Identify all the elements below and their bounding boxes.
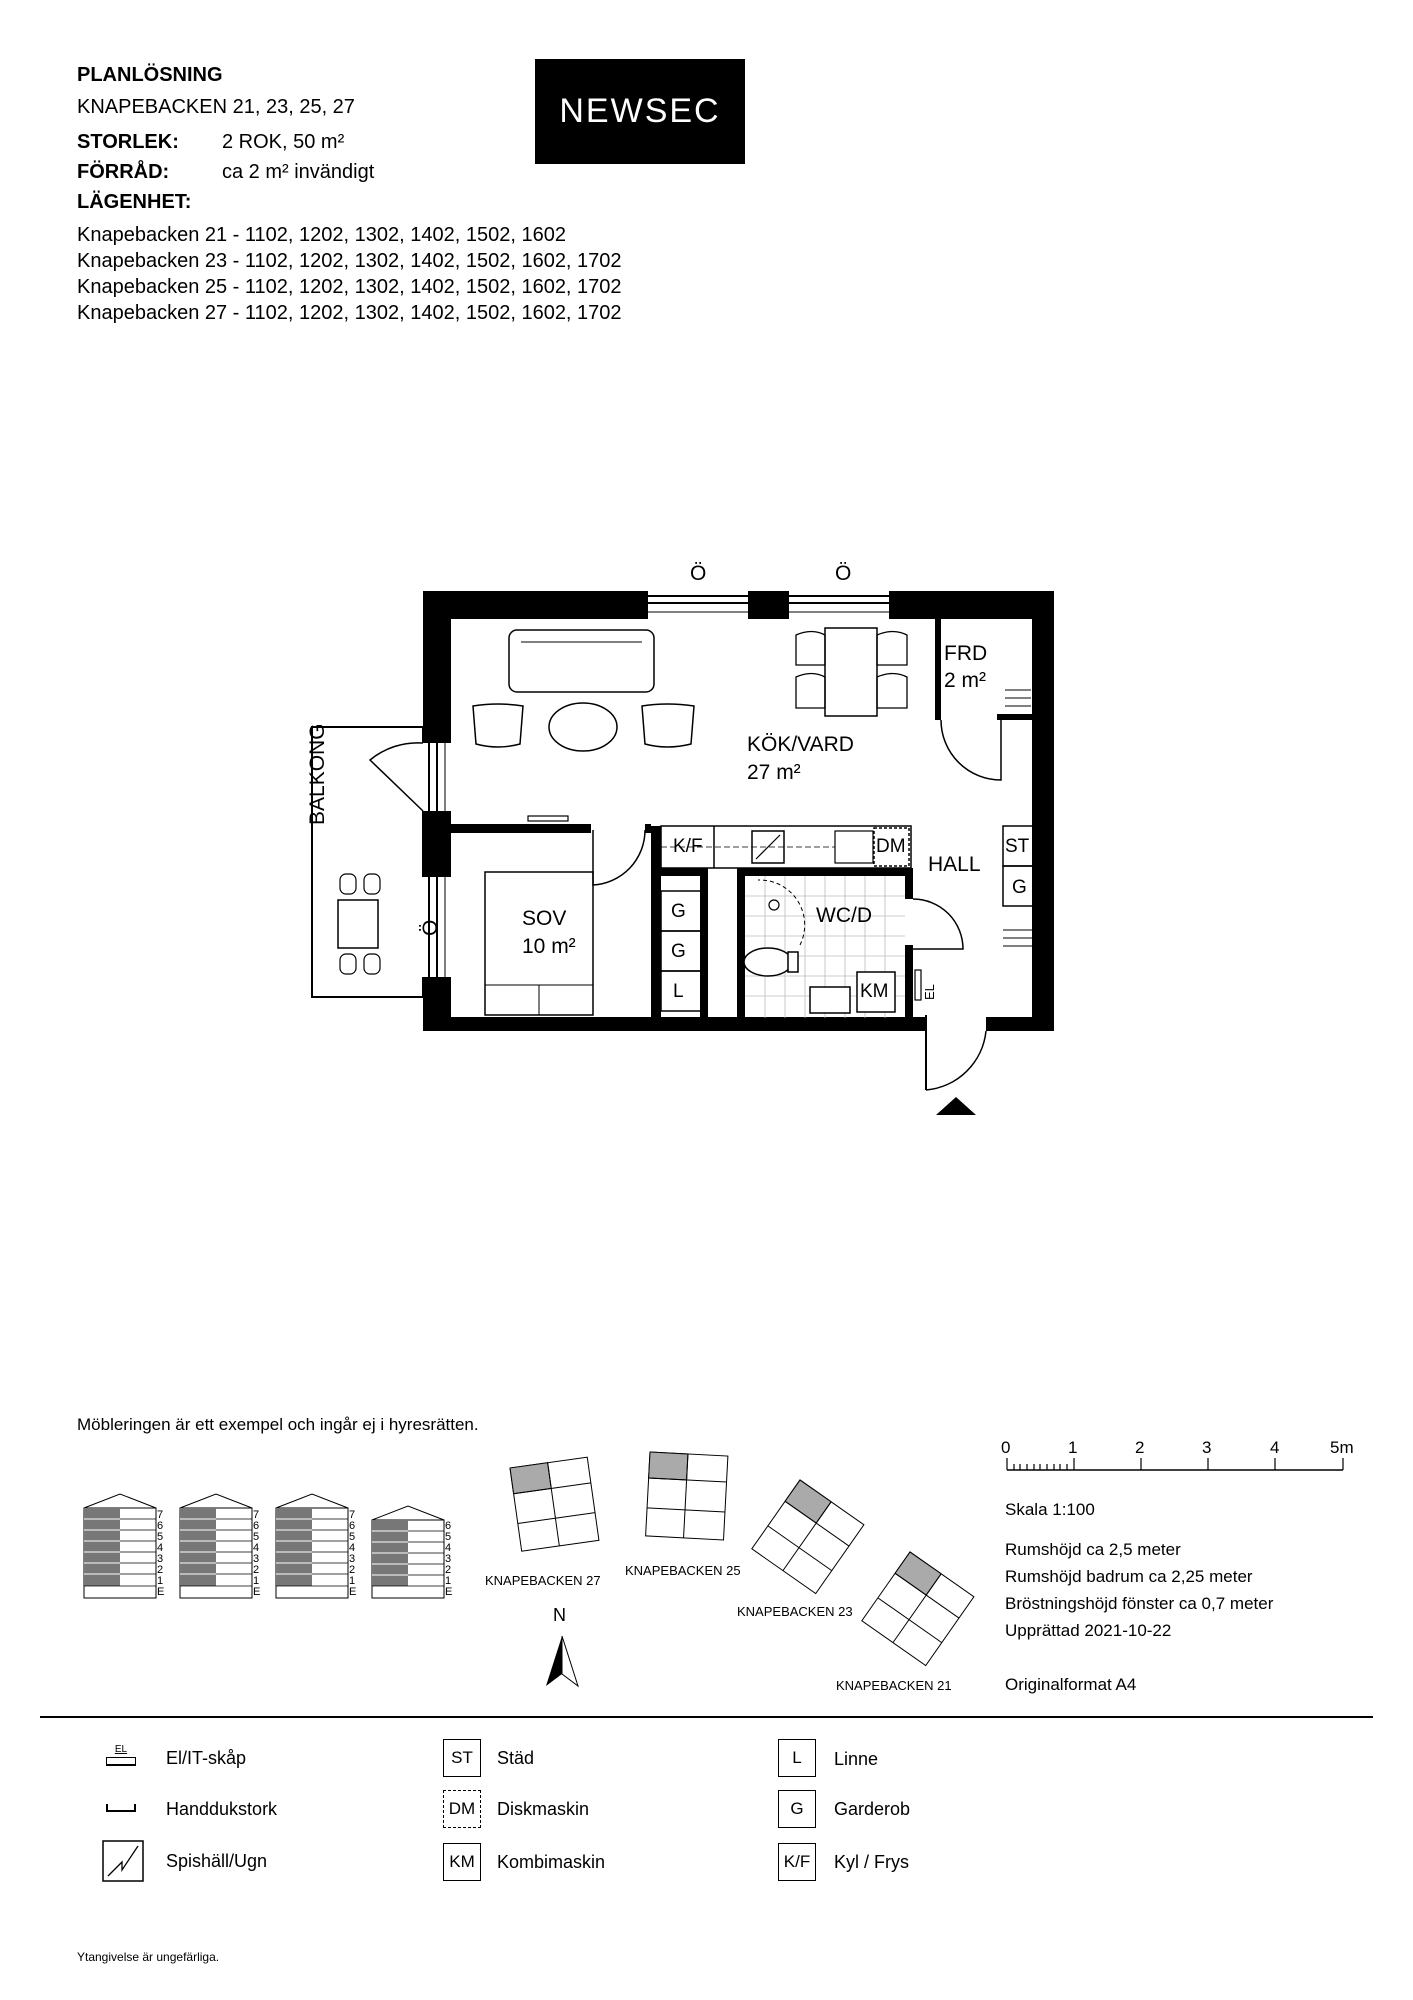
floor-number: E xyxy=(349,1586,357,1598)
plan-title: PLANLÖSNING xyxy=(77,64,223,86)
building-elevation-23 xyxy=(276,1494,348,1598)
floor-numbers-25 xyxy=(253,1510,263,1598)
el-label: EL xyxy=(922,984,937,1000)
kf-legend-icon: K/F xyxy=(778,1843,816,1881)
storage-area: 2 m² xyxy=(944,669,986,692)
stove-legend-icon xyxy=(102,1840,144,1882)
towel-rail-legend-icon xyxy=(106,1804,136,1812)
legend-towel-label: Handdukstork xyxy=(166,1799,278,1819)
floor-number: 6 xyxy=(157,1520,164,1532)
floor-number: 2 xyxy=(253,1564,260,1576)
balcony-window-marker: Ö xyxy=(419,919,442,936)
floor-numbers-27 xyxy=(157,1510,167,1598)
floor-number: 4 xyxy=(349,1542,356,1554)
el-legend-icon-text: EL xyxy=(114,1744,128,1755)
entrance-arrow-icon xyxy=(936,1097,976,1115)
floor-number: E xyxy=(157,1586,165,1598)
floor-number: 4 xyxy=(253,1542,260,1554)
site-block-25 xyxy=(646,1452,728,1540)
floor-number: 2 xyxy=(157,1564,164,1576)
floor-number: 1 xyxy=(157,1575,164,1587)
scale-note: Skala 1:100 xyxy=(1005,1500,1095,1519)
ceiling-bath-note: Rumshöjd badrum ca 2,25 meter xyxy=(1005,1567,1253,1586)
dm-legend-icon: DM xyxy=(443,1790,481,1828)
km-legend-icon: KM xyxy=(443,1843,481,1881)
floor-number: 5 xyxy=(253,1531,260,1543)
floor-numbers-21 xyxy=(445,1521,455,1598)
floor-number: 3 xyxy=(445,1553,452,1565)
date-note: Upprättad 2021-10-22 xyxy=(1005,1621,1172,1640)
floor-number: 5 xyxy=(445,1531,452,1543)
floor-number: 2 xyxy=(445,1564,452,1576)
combi-machine-label: KM xyxy=(860,981,889,1002)
legend-stove-label: Spishäll/Ugn xyxy=(166,1851,268,1871)
el-legend-icon xyxy=(106,1745,136,1767)
building-elevation-25 xyxy=(180,1494,252,1598)
apartment-line: Knapebacken 23 - 1102, 1202, 1302, 1402, 1502, 1602, 1702 xyxy=(77,250,622,272)
newsec-logo: NEWSEC xyxy=(535,59,745,164)
site-label-21: KNAPEBACKEN 21 xyxy=(836,1678,952,1693)
legend-dm-label: Diskmaskin xyxy=(497,1799,590,1819)
floor-number: 4 xyxy=(157,1542,164,1554)
floor-number: 7 xyxy=(349,1509,356,1521)
legend-km-label: Kombimaskin xyxy=(497,1852,606,1872)
legend-divider xyxy=(40,1716,1373,1718)
toilet-icon xyxy=(744,948,792,976)
furniture-note: Möbleringen är ett exempel och ingår ej i hyresrätten. xyxy=(77,1415,479,1434)
floor-number: 6 xyxy=(349,1520,356,1532)
scale-tick-label: 2 xyxy=(1135,1438,1145,1457)
floor-number: 1 xyxy=(349,1575,356,1587)
plan-address: KNAPEBACKEN 21, 23, 25, 27 xyxy=(77,96,355,118)
site-block-27 xyxy=(510,1457,599,1551)
window-marker-1: Ö xyxy=(690,562,707,585)
floor-number: E xyxy=(253,1586,261,1598)
floor-number: 4 xyxy=(445,1542,452,1554)
window-marker-2: Ö xyxy=(835,562,852,585)
legend-g-label: Garderob xyxy=(834,1799,911,1819)
north-label: N xyxy=(553,1605,566,1625)
floor-number: 2 xyxy=(349,1564,356,1576)
floor-number: 3 xyxy=(253,1553,260,1565)
cleaning-cabinet-label: ST xyxy=(1005,836,1030,857)
floor-number: 6 xyxy=(253,1520,260,1532)
size-value: 2 ROK, 50 m² xyxy=(222,131,345,153)
format-note: Originalformat A4 xyxy=(1005,1675,1137,1694)
legend-el-label: El/IT-skåp xyxy=(166,1748,247,1768)
balcony-name: BALKONG xyxy=(306,723,329,825)
site-label-27: KNAPEBACKEN 27 xyxy=(485,1573,601,1588)
building-elevation-21 xyxy=(372,1506,444,1598)
kitchen-area: 27 m² xyxy=(747,761,801,784)
apartment-line: Knapebacken 27 - 1102, 1202, 1302, 1402, 1502, 1602, 1702 xyxy=(77,302,622,324)
legend-kf-label: Kyl / Frys xyxy=(834,1852,909,1872)
hall-wardrobe-label: G xyxy=(1012,877,1027,898)
site-block-23 xyxy=(752,1480,864,1594)
floor-numbers-23 xyxy=(349,1510,359,1598)
bedroom-name: SOV xyxy=(522,907,567,930)
ceiling-note: Rumshöjd ca 2,5 meter xyxy=(1005,1540,1181,1559)
scale-tick-label: 0 xyxy=(1001,1438,1011,1457)
north-arrow-icon xyxy=(546,1636,578,1686)
washbasin-icon xyxy=(810,987,850,1013)
scale-tick-label: 3 xyxy=(1202,1438,1212,1457)
dishwasher-label: DM xyxy=(876,836,906,857)
storage-label: FÖRRÅD: xyxy=(77,161,170,183)
l-legend-icon: L xyxy=(778,1739,816,1777)
scale-tick-label: 5m xyxy=(1330,1438,1354,1457)
floor-number: 5 xyxy=(349,1531,356,1543)
fridge-freezer-label: K/F xyxy=(673,836,703,857)
bedroom-area: 10 m² xyxy=(522,935,576,958)
bedroom-wardrobe-label: G xyxy=(671,901,686,922)
floor-number: E xyxy=(445,1586,453,1598)
site-block-21 xyxy=(862,1552,974,1666)
balcony-table-icon xyxy=(338,900,378,948)
footer-note: Ytangivelse är ungefärliga. xyxy=(77,1950,220,1964)
hall-name: HALL xyxy=(928,853,981,876)
site-label-25: KNAPEBACKEN 25 xyxy=(625,1563,741,1578)
kitchen-name: KÖK/VARD xyxy=(747,733,854,756)
apartment-line: Knapebacken 21 - 1102, 1202, 1302, 1402, 1502, 1602 xyxy=(77,224,566,246)
floor-number: 5 xyxy=(157,1531,164,1543)
bedroom-wardrobe-label: G xyxy=(671,941,686,962)
sill-note: Bröstningshöjd fönster ca 0,7 meter xyxy=(1005,1594,1274,1613)
storage-value: ca 2 m² invändigt xyxy=(222,161,375,183)
linen-cabinet-label: L xyxy=(673,981,684,1002)
floor-number: 6 xyxy=(445,1520,452,1532)
scale-bar xyxy=(1000,1440,1360,1480)
building-elevations xyxy=(80,1490,460,1610)
bath-name: WC/D xyxy=(816,904,872,927)
g-legend-icon: G xyxy=(778,1790,816,1828)
floor-number: 3 xyxy=(157,1553,164,1565)
building-elevation-27 xyxy=(84,1494,156,1598)
st-legend-icon: ST xyxy=(443,1739,481,1777)
apartment-line: Knapebacken 25 - 1102, 1202, 1302, 1402, 1502, 1602, 1702 xyxy=(77,276,622,298)
storage-name: FRD xyxy=(944,642,988,665)
floor-number: 7 xyxy=(253,1509,260,1521)
scale-tick-label: 1 xyxy=(1068,1438,1078,1457)
legend-l-label: Linne xyxy=(834,1749,879,1769)
size-label: STORLEK: xyxy=(77,131,179,153)
floor-number: 1 xyxy=(253,1575,260,1587)
legend-st-label: Städ xyxy=(497,1748,535,1768)
floor-number: 7 xyxy=(157,1509,164,1521)
scale-tick-label: 4 xyxy=(1270,1438,1280,1457)
floor-number: 3 xyxy=(349,1553,356,1565)
apartment-label: LÄGENHET: xyxy=(77,191,192,213)
site-label-23: KNAPEBACKEN 23 xyxy=(737,1604,853,1619)
floor-number: 1 xyxy=(445,1575,452,1587)
